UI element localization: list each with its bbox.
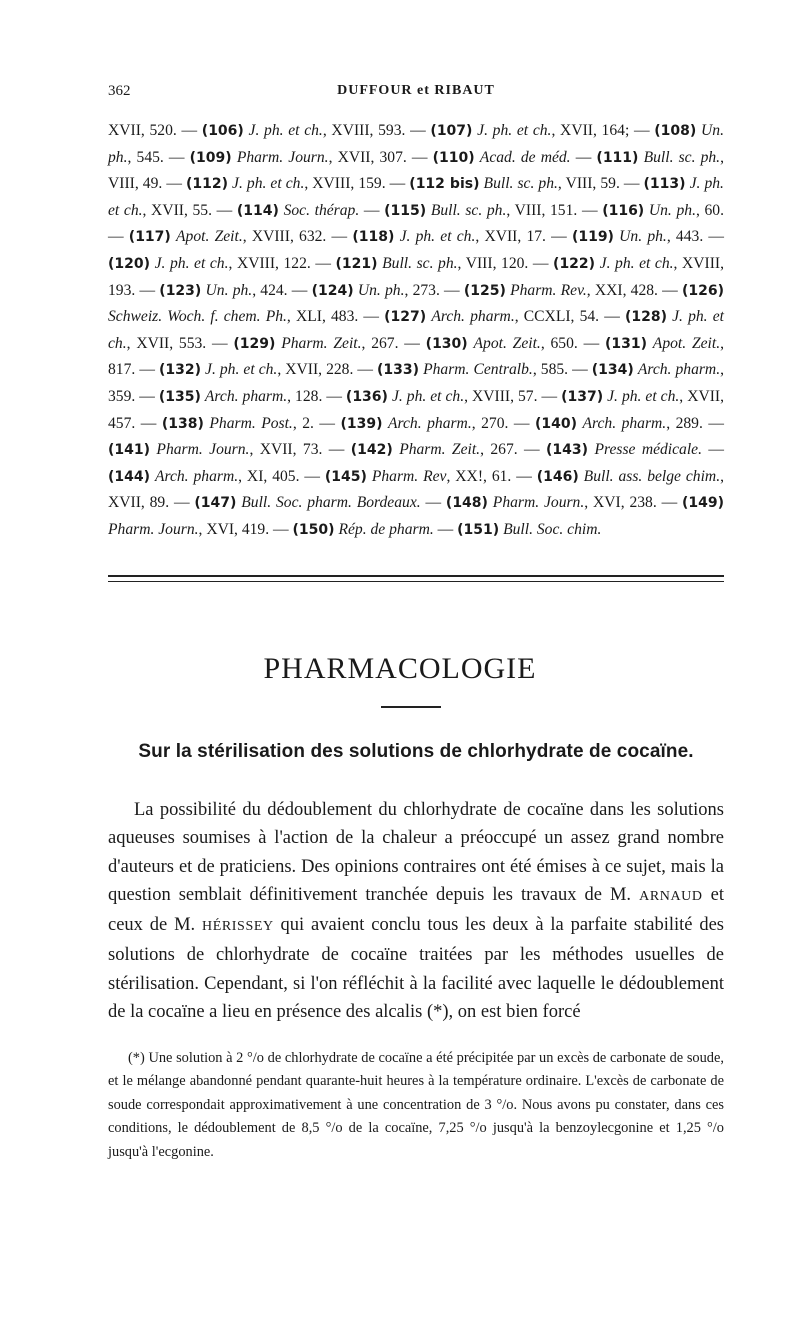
reference-journal: Pharm. Rev. bbox=[510, 281, 587, 299]
reference-number: (146) bbox=[536, 468, 579, 485]
reference-citation: — bbox=[420, 494, 446, 512]
reference-journal: Arch. pharm. bbox=[154, 467, 239, 485]
reference-citation: , XX!, 61. — bbox=[446, 467, 537, 485]
reference-journal: Presse médicale. bbox=[594, 441, 702, 459]
reference-citation: , XVII, 457. — bbox=[108, 387, 724, 432]
reference-journal: Pharm. Zeit. bbox=[281, 334, 362, 352]
reference-citation: , 443. — bbox=[666, 228, 725, 246]
reference-number: (136) bbox=[345, 388, 388, 405]
reference-citation: , XVI, 419. — bbox=[198, 520, 293, 538]
reference-journal: J. ph. et ch. bbox=[205, 361, 278, 379]
reference-citation: , 273. — bbox=[404, 281, 464, 299]
reference-number: (138) bbox=[161, 415, 204, 432]
reference-number: (106) bbox=[201, 123, 244, 139]
reference-citation: , VIII, 120. — bbox=[457, 254, 554, 272]
reference-number: (131) bbox=[604, 335, 647, 352]
reference-number: (112 bis) bbox=[409, 176, 480, 193]
page-number: 362 bbox=[108, 83, 131, 99]
reference-journal: Un. ph. bbox=[357, 281, 405, 299]
reference-journal: Pharm. Journ. bbox=[108, 520, 199, 538]
reference-journal: Acad. de méd. bbox=[479, 148, 571, 166]
reference-number: (125) bbox=[463, 282, 506, 299]
reference-citation: , XVII, 307. — bbox=[328, 148, 433, 166]
reference-number: (150) bbox=[292, 521, 335, 538]
reference-citation: — bbox=[359, 201, 385, 219]
author-name-small-caps: ARNAUD bbox=[639, 888, 703, 904]
reference-journal: J. ph. et ch. bbox=[477, 122, 552, 139]
reference-citation: , 267. — bbox=[480, 441, 547, 459]
reference-citation: , VIII, 59. — bbox=[557, 175, 644, 193]
reference-journal: Pharm. Journ. bbox=[236, 148, 329, 166]
reference-journal: Pharm. Journ. bbox=[156, 441, 250, 459]
reference-citation: , XXI, 428. — bbox=[586, 281, 682, 299]
reference-journal: Un. ph. bbox=[648, 201, 696, 219]
reference-number: (137) bbox=[561, 388, 604, 405]
reference-journal: Bull. sc. ph. bbox=[483, 175, 558, 193]
reference-number: (122) bbox=[553, 255, 596, 272]
reference-citation: , XVIII, 593. — bbox=[322, 122, 431, 139]
reference-number: (109) bbox=[189, 149, 232, 166]
reference-citation: — bbox=[702, 441, 724, 459]
reference-journal: Bull. sc. ph. bbox=[430, 201, 507, 219]
reference-journal: Pharm. Post. bbox=[209, 414, 293, 432]
reference-journal: J. ph. et ch. bbox=[391, 387, 465, 405]
reference-journal: Pharm. Journ. bbox=[492, 494, 585, 512]
reference-journal: J. ph. et ch. bbox=[607, 387, 680, 405]
reference-number: (139) bbox=[340, 415, 383, 432]
section-title: PHARMACOLOGIE bbox=[263, 652, 537, 685]
reference-number: (143) bbox=[546, 442, 589, 459]
reference-citation: , 545. — bbox=[127, 148, 190, 166]
reference-journal: Pharm. Centralb. bbox=[423, 361, 533, 379]
reference-number: (121) bbox=[335, 255, 378, 272]
reference-journal: Soc. thérap. bbox=[283, 201, 360, 219]
reference-citation: , 424. — bbox=[252, 281, 312, 299]
reference-journal: Apot. Zeit. bbox=[176, 228, 243, 246]
reference-number: (133) bbox=[377, 362, 420, 379]
reference-journal: Pharm. Rev bbox=[371, 467, 447, 485]
reference-number: (147) bbox=[194, 495, 237, 512]
reference-journal: Bull. ass. belge chim. bbox=[583, 467, 721, 485]
reference-journal: Bull. sc. ph. bbox=[382, 254, 458, 272]
reference-number: (151) bbox=[457, 521, 500, 538]
reference-number: (134) bbox=[591, 362, 634, 379]
reference-number: (124) bbox=[311, 282, 354, 299]
reference-number: (118) bbox=[352, 229, 395, 246]
running-head-authors: DUFFOUR et RIBAUT bbox=[337, 83, 495, 98]
reference-citation: , XVIII, 193. — bbox=[108, 254, 724, 299]
reference-citation: — bbox=[570, 148, 597, 166]
body-text-run: La possibilité du dédoublement du chlorhydrate de cocaïne dans les solutions aqueuses soumises à l'action de la chaleur a préoccupé un assez grand nombre d'auteurs et de praticiens. Des opinions contraires ont été émises à ce sujet, mais la question semblait définitivement tranchée depuis les travaux de M. bbox=[108, 800, 724, 905]
reference-number: (111) bbox=[596, 149, 639, 166]
reference-number: (110) bbox=[432, 149, 475, 166]
reference-journal: J. ph. et ch. bbox=[248, 122, 323, 139]
reference-journal: Arch. pharm. bbox=[637, 361, 721, 379]
reference-citation: , CCXLI, 54. — bbox=[514, 308, 625, 326]
reference-citation: , XVII, 228. — bbox=[277, 361, 378, 379]
article-body-paragraph bbox=[108, 796, 724, 1026]
reference-citation: , 817. — bbox=[108, 334, 725, 379]
reference-citation: , XVII, 164; — bbox=[551, 122, 655, 139]
reference-journal: Bull. sc. ph. bbox=[643, 148, 721, 166]
reference-journal: Schweiz. Woch. f. chem. Ph. bbox=[108, 308, 287, 326]
reference-citation: , 270. — bbox=[471, 414, 535, 432]
reference-citation: , 650. — bbox=[540, 334, 605, 352]
reference-journal: J. ph. et ch. bbox=[154, 254, 229, 272]
reference-citation: , XI, 405. — bbox=[238, 467, 325, 485]
running-head bbox=[108, 83, 724, 105]
reference-journal: Arch. pharm. bbox=[204, 387, 288, 405]
short-rule-divider bbox=[381, 706, 441, 708]
reference-journal: Bull. Soc. pharm. Bordeaux. bbox=[241, 494, 421, 512]
reference-citation: , XLI, 483. — bbox=[286, 308, 385, 326]
reference-number: (148) bbox=[445, 495, 488, 512]
reference-citation: , XVII, 55. — bbox=[142, 201, 237, 219]
reference-number: (117) bbox=[128, 229, 171, 246]
reference-number: (127) bbox=[384, 309, 427, 326]
reference-journal: J. ph. et ch. bbox=[232, 175, 305, 193]
reference-number: (145) bbox=[324, 468, 367, 485]
reference-journal: J. ph. et ch. bbox=[599, 254, 674, 272]
reference-journal: J. ph. et ch. bbox=[108, 308, 724, 352]
reference-citation: , XVIII, 632. — bbox=[242, 228, 353, 246]
reference-citation: , 128. — bbox=[287, 387, 346, 405]
reference-citation: , 289. — bbox=[666, 414, 724, 432]
reference-journal: Un. ph. bbox=[108, 122, 724, 166]
reference-number: (123) bbox=[159, 282, 202, 299]
reference-citation: , XVII, 89. — bbox=[108, 467, 724, 512]
reference-citation: , VIII, 49. — bbox=[108, 148, 724, 193]
reference-journal: Un. ph. bbox=[205, 281, 253, 299]
reference-citation: , XVIII, 57. — bbox=[464, 387, 562, 405]
reference-number: (149) bbox=[682, 495, 725, 512]
footnote: (*) Une solution à 2 °/o de chlorhydrate de cocaïne a été précipitée par un excès de carbonate de soude, et le mélange abandonné pendant quarante-huit heures à la température ordinaire. L'excès de carbonate de soude correspondait approximativement à une concentration de 3 °/o. Nous avons pu constater, dans ces conditions, le dédoublement de 8,5 °/o de la cocaïne, 7,25 °/o jusqu'à la benzoylecgonine et 1,25 °/o jusqu'à l'ecgonine. bbox=[108, 1050, 724, 1160]
reference-number: (129) bbox=[233, 335, 276, 352]
double-rule-divider bbox=[108, 575, 724, 582]
reference-citation: , XVII, 553. — bbox=[126, 334, 234, 352]
reference-journal: J. ph. et ch. bbox=[399, 228, 476, 246]
reference-citation: , 585. — bbox=[532, 361, 592, 379]
reference-number: (113) bbox=[643, 176, 686, 193]
reference-number: (135) bbox=[158, 388, 201, 405]
reference-number: (114) bbox=[236, 202, 279, 219]
reference-journal: Apot. Zeit. bbox=[473, 334, 541, 352]
reference-journal: Rép. de pharm. bbox=[338, 520, 434, 538]
reference-journal: Bull. Soc. chim. bbox=[503, 520, 602, 538]
reference-number: (144) bbox=[108, 468, 151, 485]
reference-number: (141) bbox=[108, 442, 151, 459]
reference-text: XVII, 520. — bbox=[108, 122, 202, 139]
reference-citation: , 267. — bbox=[361, 334, 426, 352]
reference-journal: Arch. pharm. bbox=[582, 414, 667, 432]
reference-number: (140) bbox=[534, 415, 577, 432]
author-name-small-caps: HÉRISSEY bbox=[202, 919, 274, 935]
reference-number: (107) bbox=[430, 123, 473, 139]
reference-number: (119) bbox=[571, 229, 614, 246]
reference-number: (128) bbox=[624, 309, 667, 326]
reference-number: (142) bbox=[350, 442, 393, 459]
reference-citation: , XVIII, 122. — bbox=[228, 254, 336, 272]
reference-number: (126) bbox=[681, 282, 724, 299]
reference-journal: Apot. Zeit. bbox=[652, 334, 721, 352]
reference-number: (132) bbox=[158, 362, 201, 379]
reference-citation: , XVI, 238. — bbox=[584, 494, 682, 512]
reference-list bbox=[108, 118, 724, 544]
reference-citation: — bbox=[433, 520, 458, 538]
reference-citation: , XVII, 73. — bbox=[249, 441, 351, 459]
reference-number: (120) bbox=[108, 255, 151, 272]
reference-number: (130) bbox=[425, 335, 468, 352]
body-text-run: et ceux de M. bbox=[108, 884, 724, 936]
reference-journal: Arch. pharm. bbox=[431, 308, 515, 326]
reference-number: (116) bbox=[602, 202, 645, 219]
reference-citation: , 60. — bbox=[108, 201, 725, 246]
reference-number: (115) bbox=[384, 202, 427, 219]
reference-journal: Arch. pharm. bbox=[387, 414, 472, 432]
reference-citation: , XVII, 17. — bbox=[475, 228, 572, 246]
reference-citation: , 2. — bbox=[292, 414, 341, 432]
reference-journal: J. ph. et ch. bbox=[108, 175, 724, 219]
article-title: Sur la stérilisation des solutions de chlorhydrate de cocaïne. bbox=[138, 741, 694, 762]
reference-number: (112) bbox=[185, 176, 228, 193]
reference-journal: Pharm. Zeit. bbox=[399, 441, 481, 459]
body-text-run: qui avaient conclu tous les deux à la parfaite stabilité des solutions de chlorhydrate de cocaïne traitées par les méthodes usuelles de stérilisation. Cependant, si l'on réfléchit à la facilité avec laquelle le dédoublement de la cocaïne a lieu en présence des alcalis (*), on est bien forcé bbox=[108, 915, 724, 1023]
reference-citation: , 359. — bbox=[108, 361, 725, 405]
reference-citation: , XVIII, 159. — bbox=[304, 175, 410, 193]
reference-number: (108) bbox=[654, 123, 697, 139]
reference-citation: , VIII, 151. — bbox=[506, 201, 603, 219]
reference-journal: Un. ph. bbox=[619, 228, 667, 246]
